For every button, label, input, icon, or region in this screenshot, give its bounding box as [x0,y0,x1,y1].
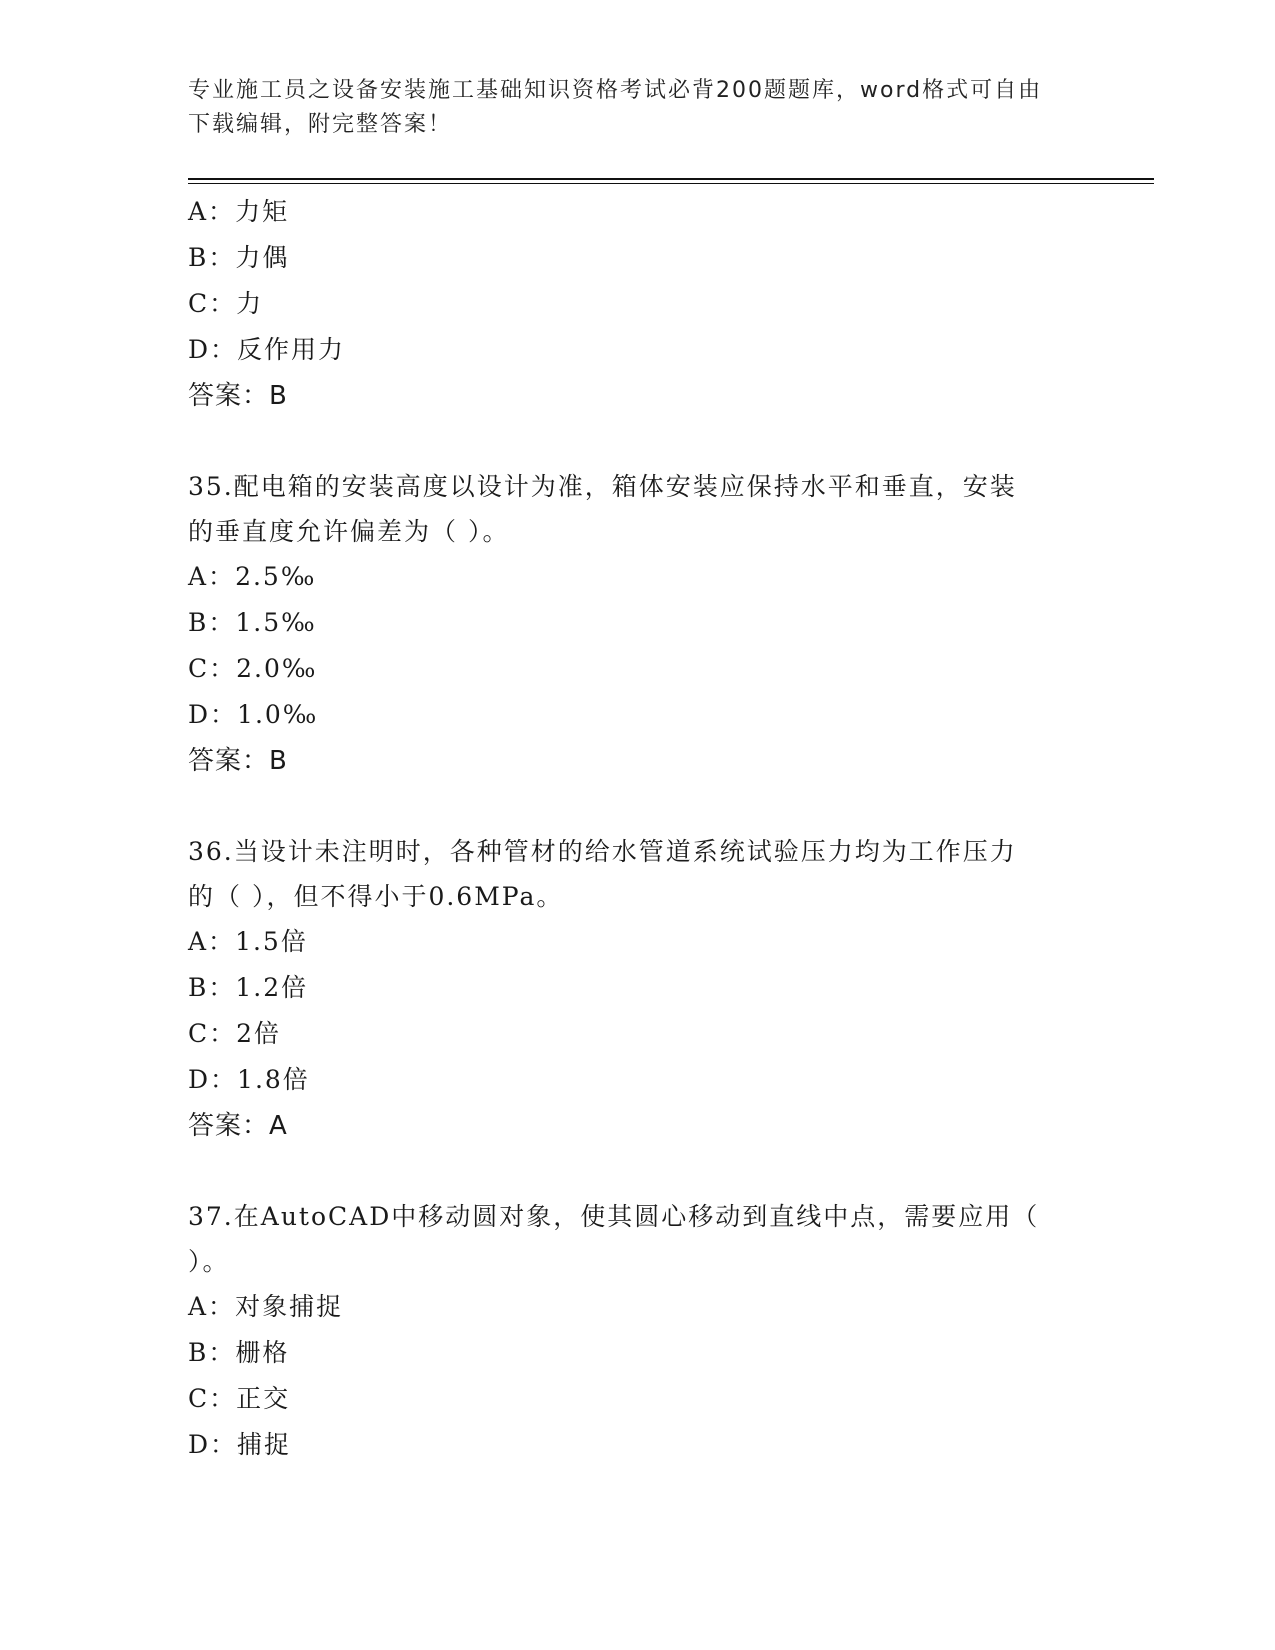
option-d [188,1422,1088,1468]
question-text-line-1: 36.当设计未注明时，各种管材的给水管道系统试验压力均为工作压力 [188,837,1017,866]
question-text-line-2: 的垂直度允许偏差为（ ）。 [188,517,510,546]
question-34 [188,189,1088,419]
option-label: B： [188,973,236,1002]
question-text-line-2: 的（ ），但不得小于0.6MPa。 [188,882,564,911]
header-divider-thin [188,183,1154,184]
option-label: C： [188,1384,237,1413]
header-line-1: 专业施工员之设备安装施工基础知识资格考试必背200题题库，word格式可自由 [188,78,1043,103]
header-divider-thick [188,178,1154,180]
document-header [188,74,1068,142]
option-text: 2.5‰ [235,562,317,591]
question-list [188,189,1088,1468]
option-c [188,1376,1088,1422]
option-text: 1.2倍 [235,973,309,1002]
option-text: 力矩 [235,197,290,226]
option-text: 2倍 [236,1019,282,1048]
option-a [188,189,1088,235]
option-d [188,692,1088,738]
option-label: D： [188,1430,238,1459]
option-text: 力偶 [235,243,290,272]
option-text: 1.5‰ [235,608,317,637]
option-c [188,281,1088,327]
spacer [188,419,1088,464]
option-label: D： [188,700,238,729]
option-text: 力 [236,289,264,318]
option-b [188,965,1088,1011]
option-text: 捕捉 [237,1430,292,1459]
option-text: 1.5倍 [235,927,308,956]
question-35 [188,464,1088,784]
option-text: 2.0‰ [236,654,318,683]
option-label: D： [188,1065,238,1094]
option-label: C： [188,289,237,318]
option-text: 1.8倍 [237,1065,310,1094]
option-label: A： [188,562,236,591]
question-text-line-1: 37.在AutoCAD中移动圆对象，使其圆心移动到直线中点，需要应用（ [188,1202,1040,1231]
option-c [188,646,1088,692]
option-label: B： [188,608,236,637]
option-label: B： [188,1338,236,1367]
option-label: C： [188,654,237,683]
option-a [188,919,1088,965]
option-label: D： [188,335,238,364]
option-label: A： [188,927,236,956]
option-b [188,235,1088,281]
question-text-line-1: 35.配电箱的安装高度以设计为准，箱体安装应保持水平和垂直，安装 [188,472,1017,501]
option-label: C： [188,1019,237,1048]
option-text: 对象捕捉 [235,1292,344,1321]
answer-line: 答案：A [188,1111,288,1141]
option-d [188,327,1088,373]
option-c [188,1011,1088,1057]
header-line-2: 下载编辑，附完整答案！ [188,112,453,137]
option-a [188,1284,1088,1330]
option-b [188,600,1088,646]
option-text: 栅格 [235,1338,290,1367]
question-text-line-2: ）。 [188,1247,230,1276]
option-b [188,1330,1088,1376]
option-text: 反作用力 [237,335,346,364]
option-d [188,1057,1088,1103]
answer-line: 答案：B [188,746,288,776]
option-label: B： [188,243,236,272]
question-37 [188,1194,1088,1468]
option-label: A： [188,1292,236,1321]
spacer [188,784,1088,829]
spacer [188,1149,1088,1194]
option-text: 正交 [236,1384,291,1413]
option-a [188,554,1088,600]
answer-line: 答案：B [188,381,288,411]
option-label: A： [188,197,236,226]
question-36 [188,829,1088,1149]
option-text: 1.0‰ [237,700,319,729]
